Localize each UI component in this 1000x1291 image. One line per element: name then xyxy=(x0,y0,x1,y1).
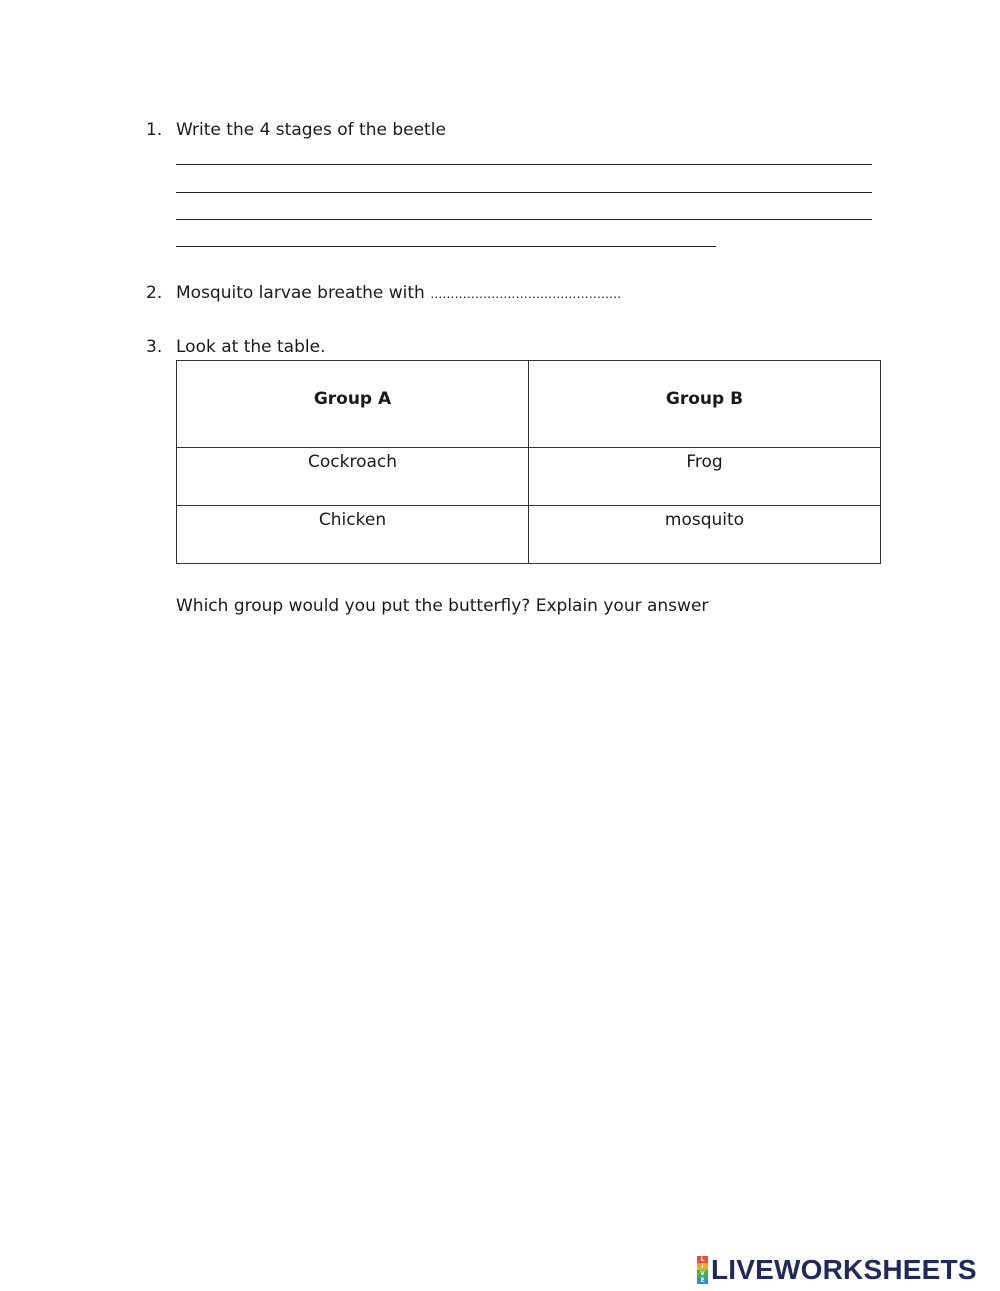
header-group-a: Group A xyxy=(177,361,529,448)
question-3-text: Look at the table. xyxy=(176,337,326,357)
logo-grid-letter: L xyxy=(697,1256,708,1263)
header-group-b: Group B xyxy=(529,361,881,448)
question-2-blank[interactable]: ……………………………………….. xyxy=(430,287,622,301)
liveworksheets-logo xyxy=(697,1255,977,1285)
question-2-number: 2. xyxy=(146,283,163,303)
logo-grid-icon xyxy=(697,1256,708,1284)
follow-up-question: Which group would you put the butterfly? Explain your answer xyxy=(176,596,709,616)
question-3-number: 3. xyxy=(146,337,163,357)
cell-group-a-row-1: Cockroach xyxy=(177,448,529,506)
question-1-text: Write the 4 stages of the beetle xyxy=(176,120,446,140)
table-row xyxy=(177,448,881,506)
cell-group-a-row-2: Chicken xyxy=(177,506,529,564)
question-2-text xyxy=(176,283,621,303)
answer-line-4[interactable] xyxy=(176,246,716,247)
logo-grid-letter: V xyxy=(697,1270,708,1277)
answer-line-2[interactable] xyxy=(176,192,872,193)
table-row xyxy=(177,506,881,564)
question-1-number: 1. xyxy=(146,120,163,140)
answer-line-3[interactable] xyxy=(176,219,872,220)
answer-line-1[interactable] xyxy=(176,164,872,165)
question-2-prompt: Mosquito larvae breathe with xyxy=(176,283,425,303)
logo-grid-letter: E xyxy=(697,1277,708,1284)
table-header-row xyxy=(177,361,881,448)
logo-text: LIVEWORKSHEETS xyxy=(711,1254,977,1285)
groups-table xyxy=(176,360,881,564)
cell-group-b-row-1: Frog xyxy=(529,448,881,506)
logo-grid-letter: I xyxy=(697,1263,708,1270)
cell-group-b-row-2: mosquito xyxy=(529,506,881,564)
